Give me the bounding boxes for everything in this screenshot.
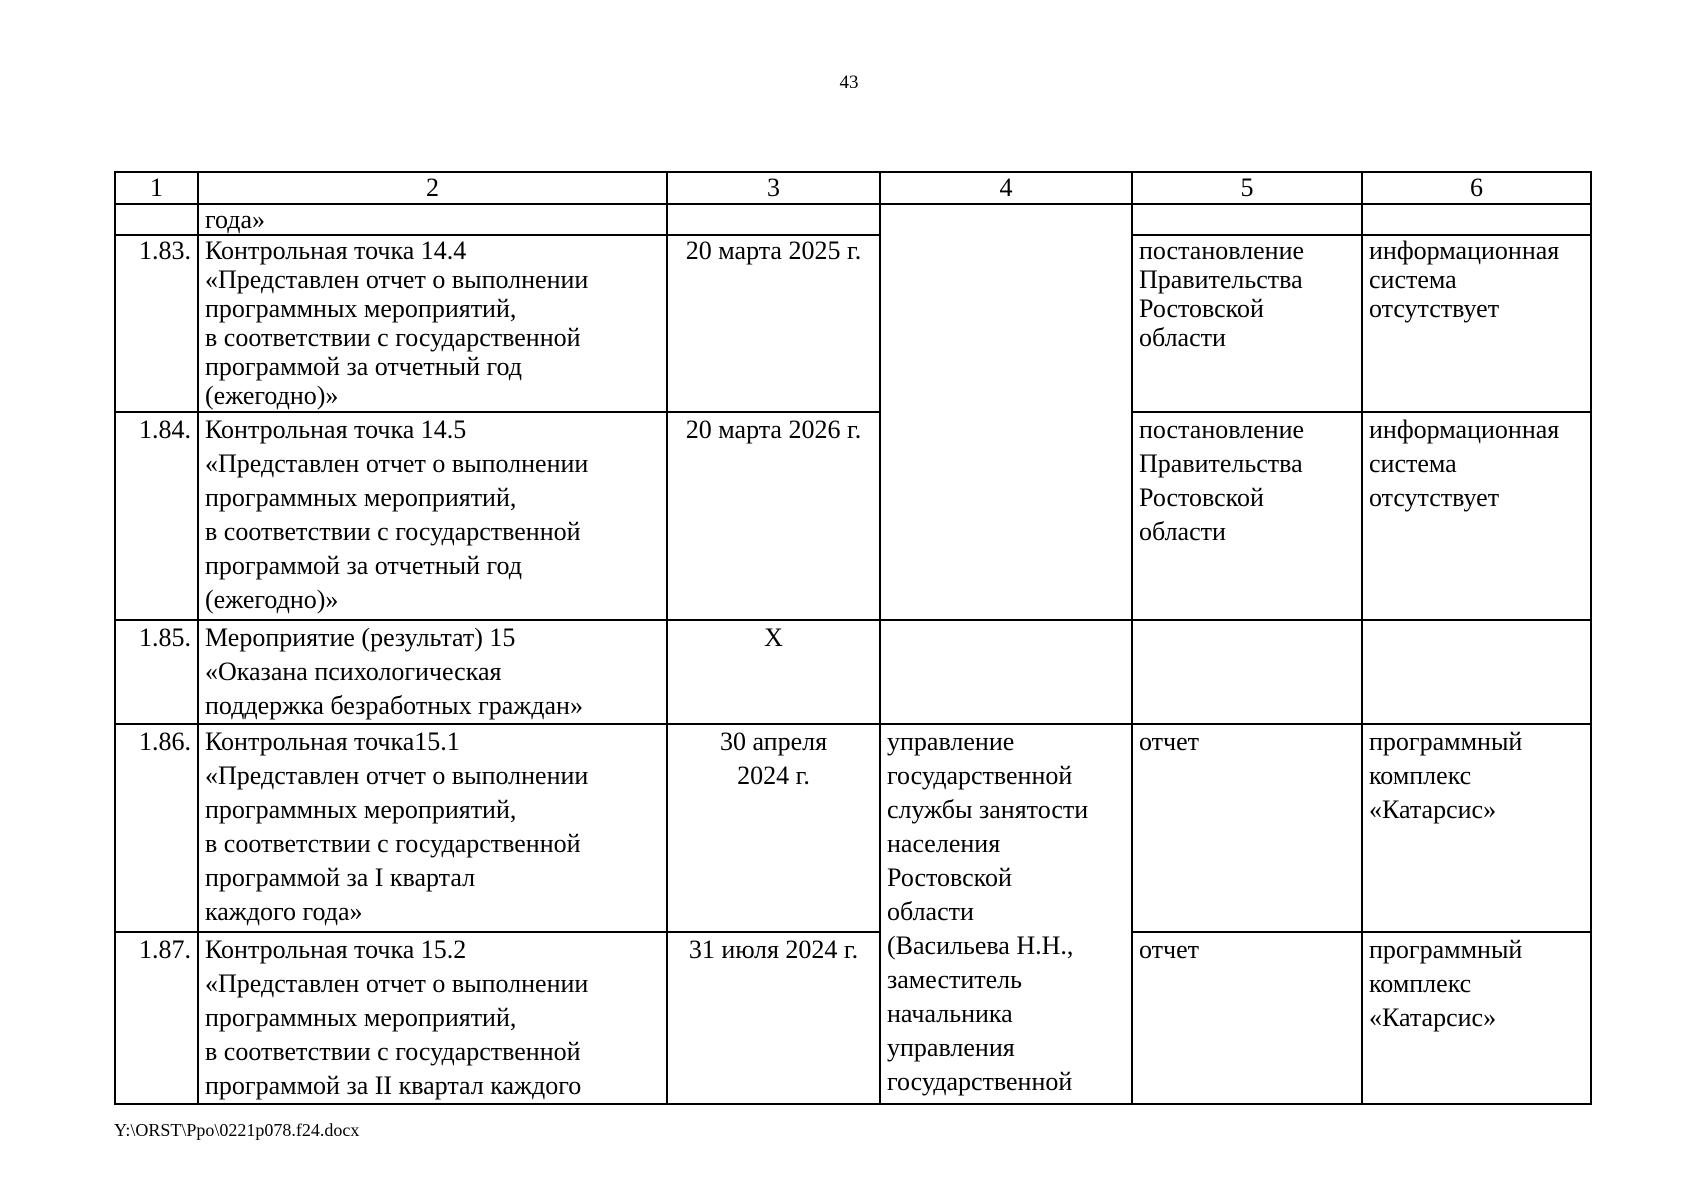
cell-date: 31 июля 2024 г. — [667, 932, 880, 1104]
cell-doc — [1132, 620, 1362, 724]
cell-doc: отчет — [1132, 724, 1362, 932]
cell-text: Мероприятие (результат) 15 «Оказана психологическая поддержка безработных граждан» — [198, 620, 667, 724]
cell-doc: постановление Правительства Ростовской области — [1132, 412, 1362, 620]
cell-num: 1.84. — [115, 412, 198, 620]
header-cell: 4 — [880, 172, 1132, 204]
cell-date: 30 апреля 2024 г. — [667, 724, 880, 932]
cell-text: Контрольная точка 14.5 «Представлен отчет о выполнении программных мероприятий, в соответствии с государственной программой за отчетный год (ежегодно)» — [198, 412, 667, 620]
cell-system: программный комплекс «Катарсис» — [1362, 932, 1591, 1104]
cell-text: Контрольная точка15.1 «Представлен отчет о выполнении программных мероприятий, в соответствии с государственной программой за I квартал каждого года» — [198, 724, 667, 932]
header-cell: 6 — [1362, 172, 1591, 204]
cell-responsible — [880, 204, 1132, 620]
cell-text: Контрольная точка 15.2 «Представлен отчет о выполнении программных мероприятий, в соответствии с государственной программой за II квартал каждого — [198, 932, 667, 1104]
cell-doc: постановление Правительства Ростовской области — [1132, 235, 1362, 412]
table-row — [115, 235, 1591, 412]
header-cell: 2 — [198, 172, 667, 204]
cell-responsible: управление государственной службы занятости населения Ростовской области (Васильева Н.Н., заместитель начальника управления государственной — [880, 724, 1132, 1104]
cell-system: информационная система отсутствует — [1362, 235, 1591, 412]
cell-system — [1362, 620, 1591, 724]
cell-text: года» — [198, 204, 667, 235]
header-cell: 3 — [667, 172, 880, 204]
header-cell: 1 — [115, 172, 198, 204]
cell-num: 1.86. — [115, 724, 198, 932]
cell-system: программный комплекс «Катарсис» — [1362, 724, 1591, 932]
cell-num: 1.83. — [115, 235, 198, 412]
cell-num: 1.87. — [115, 932, 198, 1104]
cell-responsible — [880, 620, 1132, 724]
cell-num: 1.85. — [115, 620, 198, 724]
table-row — [115, 932, 1591, 1104]
cell-date — [667, 204, 880, 235]
table-row — [115, 204, 1591, 235]
cell-doc: отчет — [1132, 932, 1362, 1104]
file-path-footer: Y:\ORST\Ppo\0221p078.f24.docx — [114, 1120, 360, 1140]
cell-text: Контрольная точка 14.4 «Представлен отчет о выполнении программных мероприятий, в соответствии с государственной программой за отчетный год (ежегодно)» — [198, 235, 667, 412]
cell-date: 20 марта 2026 г. — [667, 412, 880, 620]
cell-date: Х — [667, 620, 880, 724]
table-header-row — [115, 172, 1591, 204]
header-cell: 5 — [1132, 172, 1362, 204]
cell-system — [1362, 204, 1591, 235]
table-row — [115, 724, 1591, 932]
table-row — [115, 412, 1591, 620]
cell-date: 20 марта 2025 г. — [667, 235, 880, 412]
cell-num — [115, 204, 198, 235]
cell-doc — [1132, 204, 1362, 235]
page-number: 43 — [839, 72, 859, 93]
measures-table — [114, 171, 1592, 1105]
cell-system: информационная система отсутствует — [1362, 412, 1591, 620]
table-row — [115, 620, 1591, 724]
